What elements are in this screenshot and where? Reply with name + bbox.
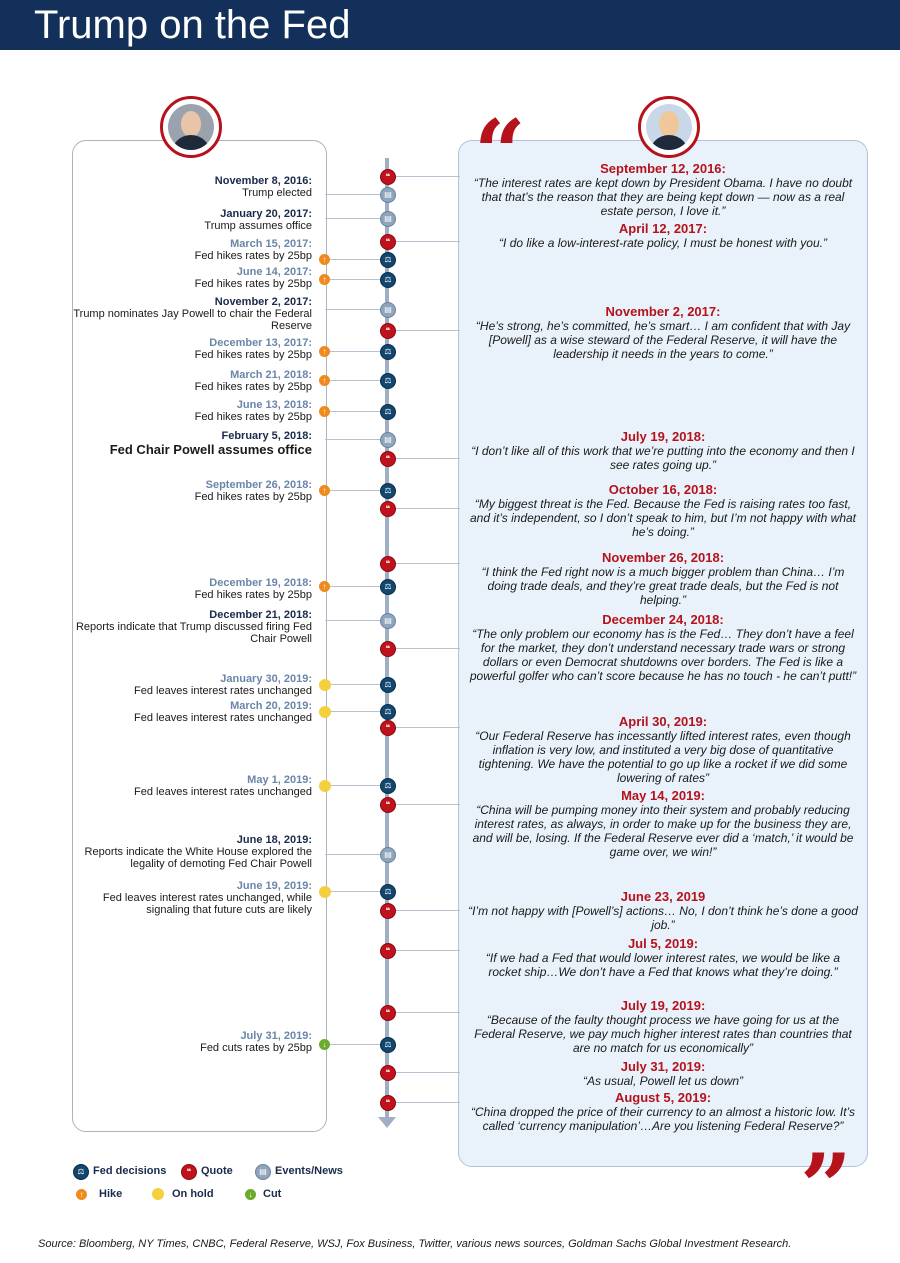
fed-decision-icon: ⚖ — [380, 677, 396, 693]
news-icon: ▤ — [380, 847, 396, 863]
title-bar — [0, 0, 900, 50]
event-item — [72, 399, 312, 423]
quote-item — [468, 788, 858, 859]
event-item — [72, 880, 312, 916]
quote-icon: ❝ — [380, 556, 396, 572]
quote-date: April 30, 2019: — [618, 714, 708, 729]
event-connector — [325, 309, 387, 310]
page-title: Trump on the Fed — [34, 3, 351, 47]
quote-icon: ❝ — [380, 943, 396, 959]
hike-icon: ↑ — [319, 346, 330, 357]
legend-fed-label: Fed decisions — [93, 1165, 167, 1177]
fed-decision-icon: ⚖ — [380, 704, 396, 720]
quote-date: April 12, 2017: — [618, 221, 708, 236]
hike-icon: ↑ — [319, 375, 330, 386]
quote-text: “Our Federal Reserve has incessantly lifted interest rates, even though inflation is very low, and instituted a very big dose of quantitative tightening. We have the potential to go up like a rocket if we did some lowering of rates” — [475, 729, 851, 785]
quote-connector — [387, 508, 460, 509]
quote-icon: ❝ — [380, 1005, 396, 1021]
trump-avatar — [638, 96, 700, 158]
quote-connector — [387, 804, 460, 805]
quote-date: October 16, 2018: — [608, 482, 718, 497]
quote-connector — [387, 241, 460, 242]
event-text: Fed leaves interest rates unchanged — [134, 712, 312, 724]
event-connector — [325, 586, 387, 587]
event-item — [72, 266, 312, 290]
hike-icon: ↑ — [76, 1189, 87, 1200]
event-text: Fed hikes rates by 25bp — [194, 491, 312, 503]
event-date: November 8, 2016: — [214, 175, 312, 187]
event-item — [72, 700, 312, 724]
event-text: Fed leaves interest rates unchanged, while signaling that future cuts are likely — [102, 892, 312, 916]
event-date: December 13, 2017: — [209, 337, 312, 349]
quote-date: August 5, 2019: — [614, 1090, 712, 1105]
quote-icon: ❝ — [380, 501, 396, 517]
fed-decision-icon: ⚖ — [380, 483, 396, 499]
legend-hold-label: On hold — [172, 1188, 214, 1200]
hike-icon: ↑ — [319, 406, 330, 417]
hold-icon — [319, 706, 331, 718]
quote-item — [468, 304, 858, 361]
event-connector — [325, 380, 387, 381]
quote-date: July 31, 2019: — [620, 1059, 706, 1074]
quote-item — [468, 1090, 858, 1133]
event-date: February 5, 2018: — [221, 430, 312, 442]
hold-icon — [152, 1188, 164, 1200]
fed-decision-icon: ⚖ — [380, 778, 396, 794]
event-item — [72, 774, 312, 798]
event-date: March 20, 2019: — [230, 700, 312, 712]
event-item — [72, 369, 312, 393]
quote-item — [468, 482, 858, 539]
quote-text: “The interest rates are kept down by President Obama. I have no doubt that that’s the reason that they are being kept down — now as a real estate person, I love it.” — [473, 176, 853, 218]
hike-icon: ↑ — [319, 274, 330, 285]
legend-quote-label: Quote — [201, 1165, 233, 1177]
open-quote-icon: “ — [474, 100, 526, 206]
event-date: March 15, 2017: — [230, 238, 312, 250]
news-icon: ▤ — [380, 211, 396, 227]
event-connector — [325, 439, 387, 440]
event-connector — [325, 1044, 387, 1045]
news-icon: ▤ — [255, 1164, 271, 1180]
event-date: January 30, 2019: — [220, 673, 312, 685]
event-date: May 1, 2019: — [247, 774, 312, 786]
hike-icon: ↑ — [319, 485, 330, 496]
event-connector — [325, 785, 387, 786]
event-connector — [325, 711, 387, 712]
fed-decision-icon: ⚖ — [380, 884, 396, 900]
quote-icon: ❝ — [380, 323, 396, 339]
event-item — [72, 238, 312, 262]
event-connector — [325, 194, 387, 195]
quote-connector — [387, 176, 460, 177]
quote-icon: ❝ — [181, 1164, 197, 1180]
quote-item — [468, 161, 858, 218]
fed-decision-icon: ⚖ — [380, 272, 396, 288]
fed-decision-icon: ⚖ — [380, 344, 396, 360]
quote-text: “I’m not happy with [Powell’s] actions… No, I don’t think he’s done a good job.” — [468, 904, 858, 932]
fed-decision-icon: ⚖ — [380, 252, 396, 268]
news-icon: ▤ — [380, 302, 396, 318]
quote-icon: ❝ — [380, 903, 396, 919]
news-icon: ▤ — [380, 613, 396, 629]
quote-date: November 2, 2017: — [605, 304, 721, 319]
quote-item — [468, 221, 858, 250]
quote-date: July 19, 2019: — [620, 998, 706, 1013]
event-connector — [325, 218, 387, 219]
quote-text: “Because of the faulty thought process we have going for us at the Federal Reserve, we pay much higher interest rates than countries that are no match for us economically” — [474, 1013, 852, 1055]
quote-icon: ❝ — [380, 797, 396, 813]
event-connector — [325, 411, 387, 412]
quote-item — [468, 550, 858, 607]
quote-date: May 14, 2019: — [621, 788, 705, 803]
event-date: December 21, 2018: — [209, 609, 312, 621]
quote-connector — [387, 648, 460, 649]
event-item — [72, 577, 312, 601]
event-item — [72, 430, 312, 457]
event-date: June 19, 2019: — [236, 880, 312, 892]
event-text: Reports indicate the White House explored the legality of demoting Fed Chair Powell — [84, 846, 312, 870]
quote-date: September 12, 2016: — [600, 161, 726, 176]
timeline-arrow-icon — [378, 1117, 396, 1128]
news-icon: ▤ — [380, 432, 396, 448]
quote-icon: ❝ — [380, 720, 396, 736]
quote-connector — [387, 458, 460, 459]
event-connector — [325, 620, 387, 621]
event-connector — [325, 490, 387, 491]
quote-text: “If we had a Fed that would lower interest rates, we would be like a rocket ship…We don’t have a Fed that knows what they’re doing.” — [485, 951, 841, 979]
quote-connector — [387, 727, 460, 728]
quote-icon: ❝ — [380, 1095, 396, 1111]
event-text: Fed hikes rates by 25bp — [194, 250, 312, 262]
quote-connector — [387, 330, 460, 331]
event-connector — [325, 279, 387, 280]
quote-item — [468, 889, 858, 932]
quote-date: November 26, 2018: — [601, 550, 725, 565]
quote-text: “China will be pumping money into their system and probably reducing interest rates, as always, in order to make up for the business they are, and will be, losing. If the Federal Reserve ever did a ‘match,’ it would be game over, we win!” — [472, 803, 854, 859]
event-text: Fed Chair Powell assumes office — [109, 442, 312, 457]
quote-item — [468, 998, 858, 1055]
cut-icon: ↓ — [319, 1039, 330, 1050]
powell-avatar — [160, 96, 222, 158]
hold-icon — [319, 679, 331, 691]
event-item — [72, 1030, 312, 1054]
fed-decision-icon: ⚖ — [380, 1037, 396, 1053]
quote-text: “My biggest threat is the Fed. Because the Fed is raising rates too fast, and it’s independent, so I don’t speak to him, but I’m not happy with what he’s doing.” — [469, 497, 856, 539]
legend-cut-label: Cut — [263, 1188, 282, 1200]
event-text: Fed hikes rates by 25bp — [194, 411, 312, 423]
quote-icon: ❝ — [380, 1065, 396, 1081]
quote-connector — [387, 1072, 460, 1073]
event-date: June 14, 2017: — [236, 266, 312, 278]
quote-icon: ❝ — [380, 451, 396, 467]
event-connector — [325, 259, 387, 260]
quote-item — [468, 429, 858, 472]
quote-icon: ❝ — [380, 169, 396, 185]
event-text: Fed leaves interest rates unchanged — [134, 685, 312, 697]
hike-icon: ↑ — [319, 254, 330, 265]
event-date: November 2, 2017: — [214, 296, 312, 308]
event-date: December 19, 2018: — [209, 577, 312, 589]
event-text: Trump nominates Jay Powell to chair the Federal Reserve — [73, 308, 312, 332]
legend-news-label: Events/News — [275, 1165, 343, 1177]
news-icon: ▤ — [380, 187, 396, 203]
event-text: Trump assumes office — [204, 220, 312, 232]
fed-decision-icon: ⚖ — [73, 1164, 89, 1180]
hike-icon: ↑ — [319, 581, 330, 592]
event-date: June 18, 2019: — [236, 834, 312, 846]
quote-text: “As usual, Powell let us down” — [582, 1074, 744, 1088]
quote-item — [468, 714, 858, 785]
event-text: Fed hikes rates by 25bp — [194, 381, 312, 393]
quote-item — [468, 1059, 858, 1088]
event-item — [72, 479, 312, 503]
quote-date: December 24, 2018: — [602, 612, 724, 627]
hold-icon — [319, 886, 331, 898]
event-text: Fed cuts rates by 25bp — [200, 1042, 312, 1054]
event-item — [72, 337, 312, 361]
event-date: September 26, 2018: — [205, 479, 312, 491]
event-connector — [325, 684, 387, 685]
event-item — [72, 208, 312, 232]
event-item — [72, 296, 312, 332]
quote-date: June 23, 2019 — [620, 889, 706, 904]
close-quote-icon: ” — [800, 1134, 852, 1240]
quote-connector — [387, 910, 460, 911]
event-date: January 20, 2017: — [220, 208, 312, 220]
event-item — [72, 673, 312, 697]
quote-connector — [387, 950, 460, 951]
quote-icon: ❝ — [380, 234, 396, 250]
quote-text: “He’s strong, he’s committed, he’s smart… I am confident that with Jay [Powell] as a wise steward of the Federal Reserve, it will have the leadership it needs in the years to come.” — [475, 319, 851, 361]
quote-item — [468, 936, 858, 979]
hold-icon — [319, 780, 331, 792]
quote-text: “China dropped the price of their currency to an almost a historic low. It’s called ‘currency manipulation’…Are you listening Federal Reserve?” — [471, 1105, 855, 1133]
event-date: March 21, 2018: — [230, 369, 312, 381]
event-text: Fed hikes rates by 25bp — [194, 589, 312, 601]
legend-hike-label: Hike — [99, 1188, 123, 1200]
event-item — [72, 834, 312, 870]
event-date: June 13, 2018: — [236, 399, 312, 411]
quote-icon: ❝ — [380, 641, 396, 657]
event-connector — [325, 854, 387, 855]
quote-text: “I don’t like all of this work that we’re putting into the economy and then I see rates going up.” — [471, 444, 855, 472]
quote-connector — [387, 1102, 460, 1103]
fed-decision-icon: ⚖ — [380, 404, 396, 420]
quote-item — [468, 612, 858, 683]
fed-decision-icon: ⚖ — [380, 579, 396, 595]
cut-icon: ↓ — [245, 1189, 256, 1200]
quote-text: “I think the Fed right now is a much bigger problem than China… I’m doing trade deals, and they’re great trade deals, but the Fed is not helping.” — [481, 565, 845, 607]
event-item — [72, 609, 312, 645]
event-item — [72, 175, 312, 199]
quote-date: July 19, 2018: — [620, 429, 706, 444]
event-date: July 31, 2019: — [240, 1030, 312, 1042]
quote-text: “The only problem our economy has is the Fed… They don’t have a feel for the market, they don’t understand necessary trade wars or strong dollars or even Democrat shutdowns over borders. The Fed is like a powerful golfer who can’t score because he has no touch - he can’t putt!” — [469, 627, 857, 683]
fed-decision-icon: ⚖ — [380, 373, 396, 389]
event-text: Reports indicate that Trump discussed firing Fed Chair Powell — [75, 621, 312, 645]
quote-date: Jul 5, 2019: — [627, 936, 699, 951]
event-connector — [325, 891, 387, 892]
event-text: Fed leaves interest rates unchanged — [134, 786, 312, 798]
quote-connector — [387, 563, 460, 564]
quote-text: “I do like a low-interest-rate policy, I must be honest with you.” — [499, 236, 827, 250]
event-text: Fed hikes rates by 25bp — [194, 278, 312, 290]
event-connector — [325, 351, 387, 352]
source-note: Source: Bloomberg, NY Times, CNBC, Federal Reserve, WSJ, Fox Business, Twitter, various news sources, Goldman Sachs Global Investment Research. — [38, 1238, 792, 1250]
quote-connector — [387, 1012, 460, 1013]
event-text: Trump elected — [242, 187, 312, 199]
event-text: Fed hikes rates by 25bp — [194, 349, 312, 361]
